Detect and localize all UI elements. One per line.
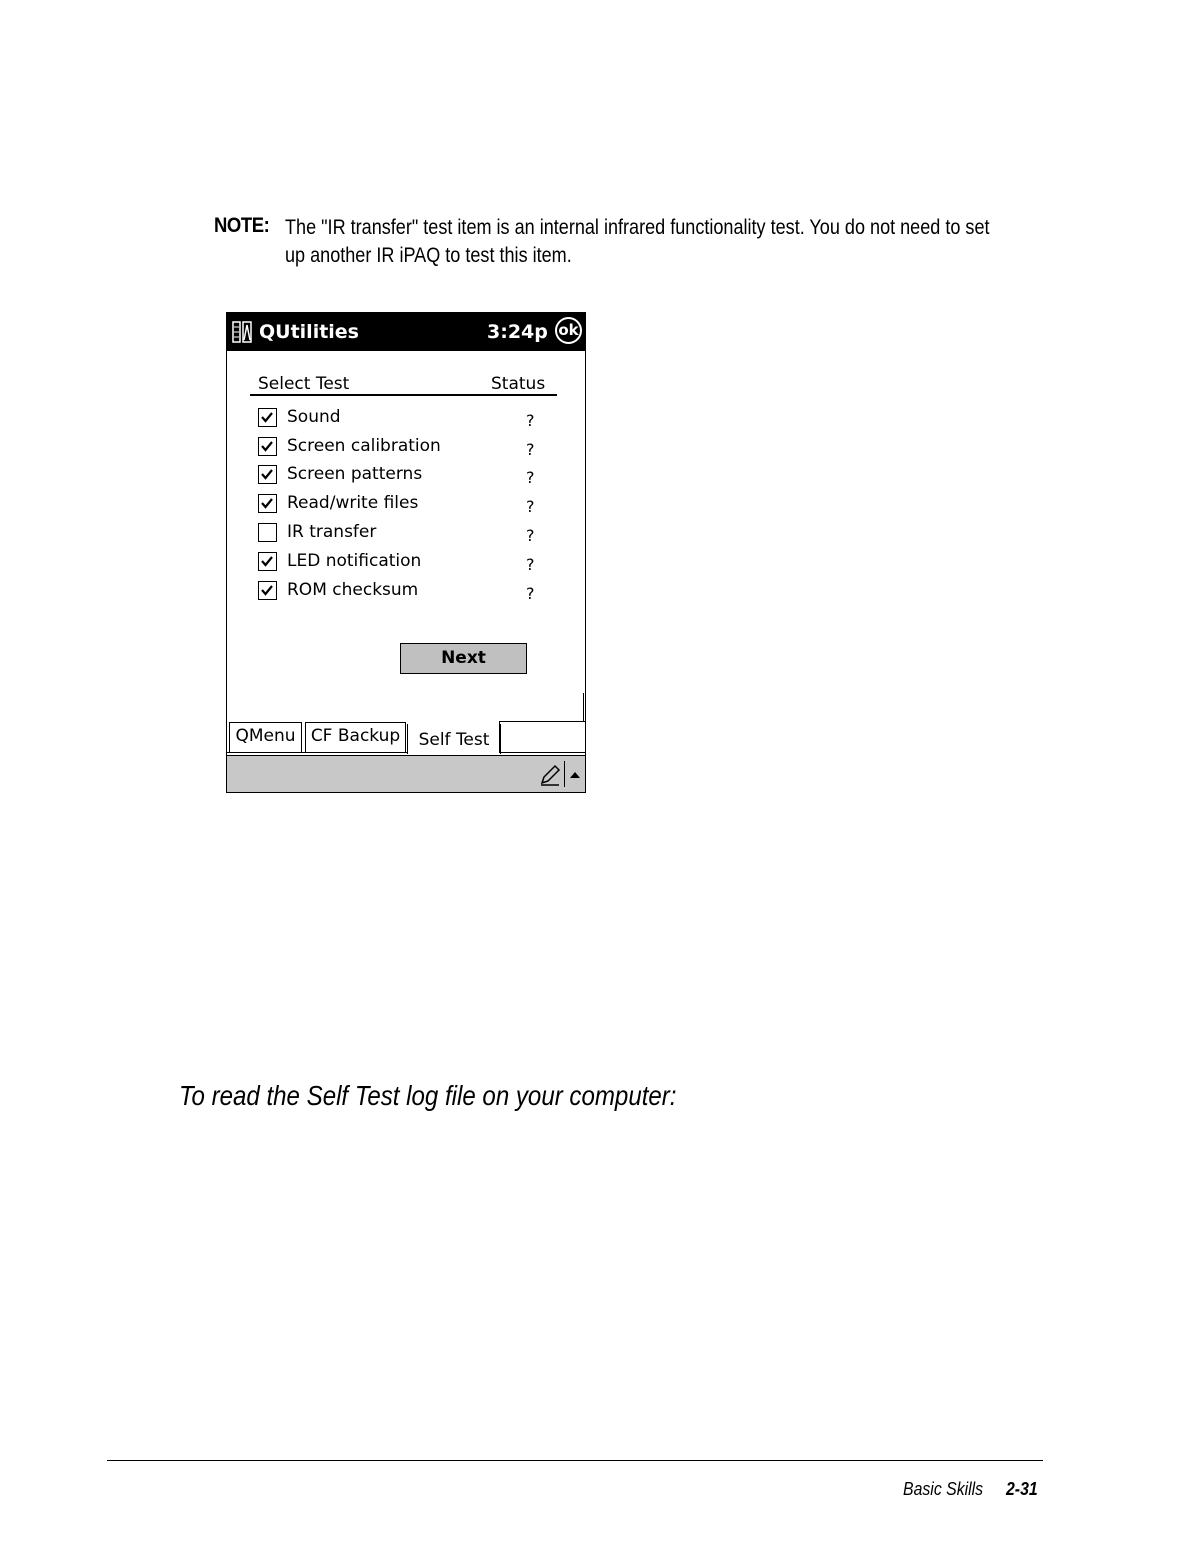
test-status: ? (526, 411, 535, 430)
test-label: Screen patterns (287, 464, 423, 484)
clock[interactable]: 3:24p (487, 321, 548, 343)
tab-strip-edge (499, 721, 585, 722)
note-label: NOTE: (214, 214, 270, 237)
title-bar (227, 313, 585, 351)
note-text: The "IR transfer" test item is an internal infrared functionality test. You do not need to set up another IR iPAQ to test this item. (285, 216, 990, 267)
test-status: ? (526, 555, 535, 574)
test-status: ? (526, 497, 535, 516)
checkbox-checked[interactable] (258, 494, 277, 513)
test-label: Screen calibration (287, 436, 441, 456)
checkmark-icon (260, 554, 274, 568)
checkbox-checked[interactable] (258, 581, 277, 600)
checkmark-icon (260, 439, 274, 453)
tab-qmenu[interactable]: QMenu (229, 722, 302, 752)
pen-icon[interactable] (539, 764, 561, 786)
test-status: ? (526, 440, 535, 459)
checkbox-checked[interactable] (258, 437, 277, 456)
header-divider (250, 394, 557, 396)
checkmark-icon (260, 467, 274, 481)
checkbox-unchecked[interactable] (258, 523, 277, 542)
checkbox-checked[interactable] (258, 465, 277, 484)
test-label: Sound (287, 407, 341, 427)
tab-strip-base (499, 752, 585, 753)
start-menu-icon[interactable] (231, 320, 253, 344)
checkmark-icon (260, 583, 274, 597)
tab-self-test[interactable]: Self Test (407, 724, 501, 754)
footer-section-title: Basic Skills (903, 1479, 984, 1499)
test-label: IR transfer (287, 522, 377, 542)
test-status: ? (526, 584, 535, 603)
footer-rule (107, 1460, 1043, 1461)
tab-strip-base (227, 752, 407, 753)
tab-strip-edge (499, 721, 500, 753)
input-panel-arrow-icon[interactable] (569, 770, 581, 780)
tab-cf-backup[interactable]: CF Backup (305, 722, 406, 752)
procedure-heading: To read the Self Test log file on your computer: (179, 1080, 677, 1111)
next-button[interactable]: Next (400, 643, 527, 674)
test-status: ? (526, 468, 535, 487)
command-bar (227, 755, 585, 793)
device-screen (226, 312, 586, 793)
test-label: Read/write files (287, 493, 419, 513)
test-status: ? (526, 526, 535, 545)
test-label: ROM checksum (287, 580, 419, 600)
test-label: LED notification (287, 551, 422, 571)
panel-edge (583, 693, 584, 721)
checkmark-icon (260, 496, 274, 510)
app-title: QUtilities (259, 321, 359, 343)
column-header-status: Status (491, 374, 546, 394)
footer-page-number: 2-31 (1006, 1479, 1038, 1499)
sip-divider (564, 761, 565, 787)
checkbox-checked[interactable] (258, 552, 277, 571)
ok-button[interactable]: ok (555, 317, 582, 344)
column-header-test: Select Test (258, 374, 350, 394)
checkmark-icon (260, 410, 274, 424)
checkbox-checked[interactable] (258, 408, 277, 427)
